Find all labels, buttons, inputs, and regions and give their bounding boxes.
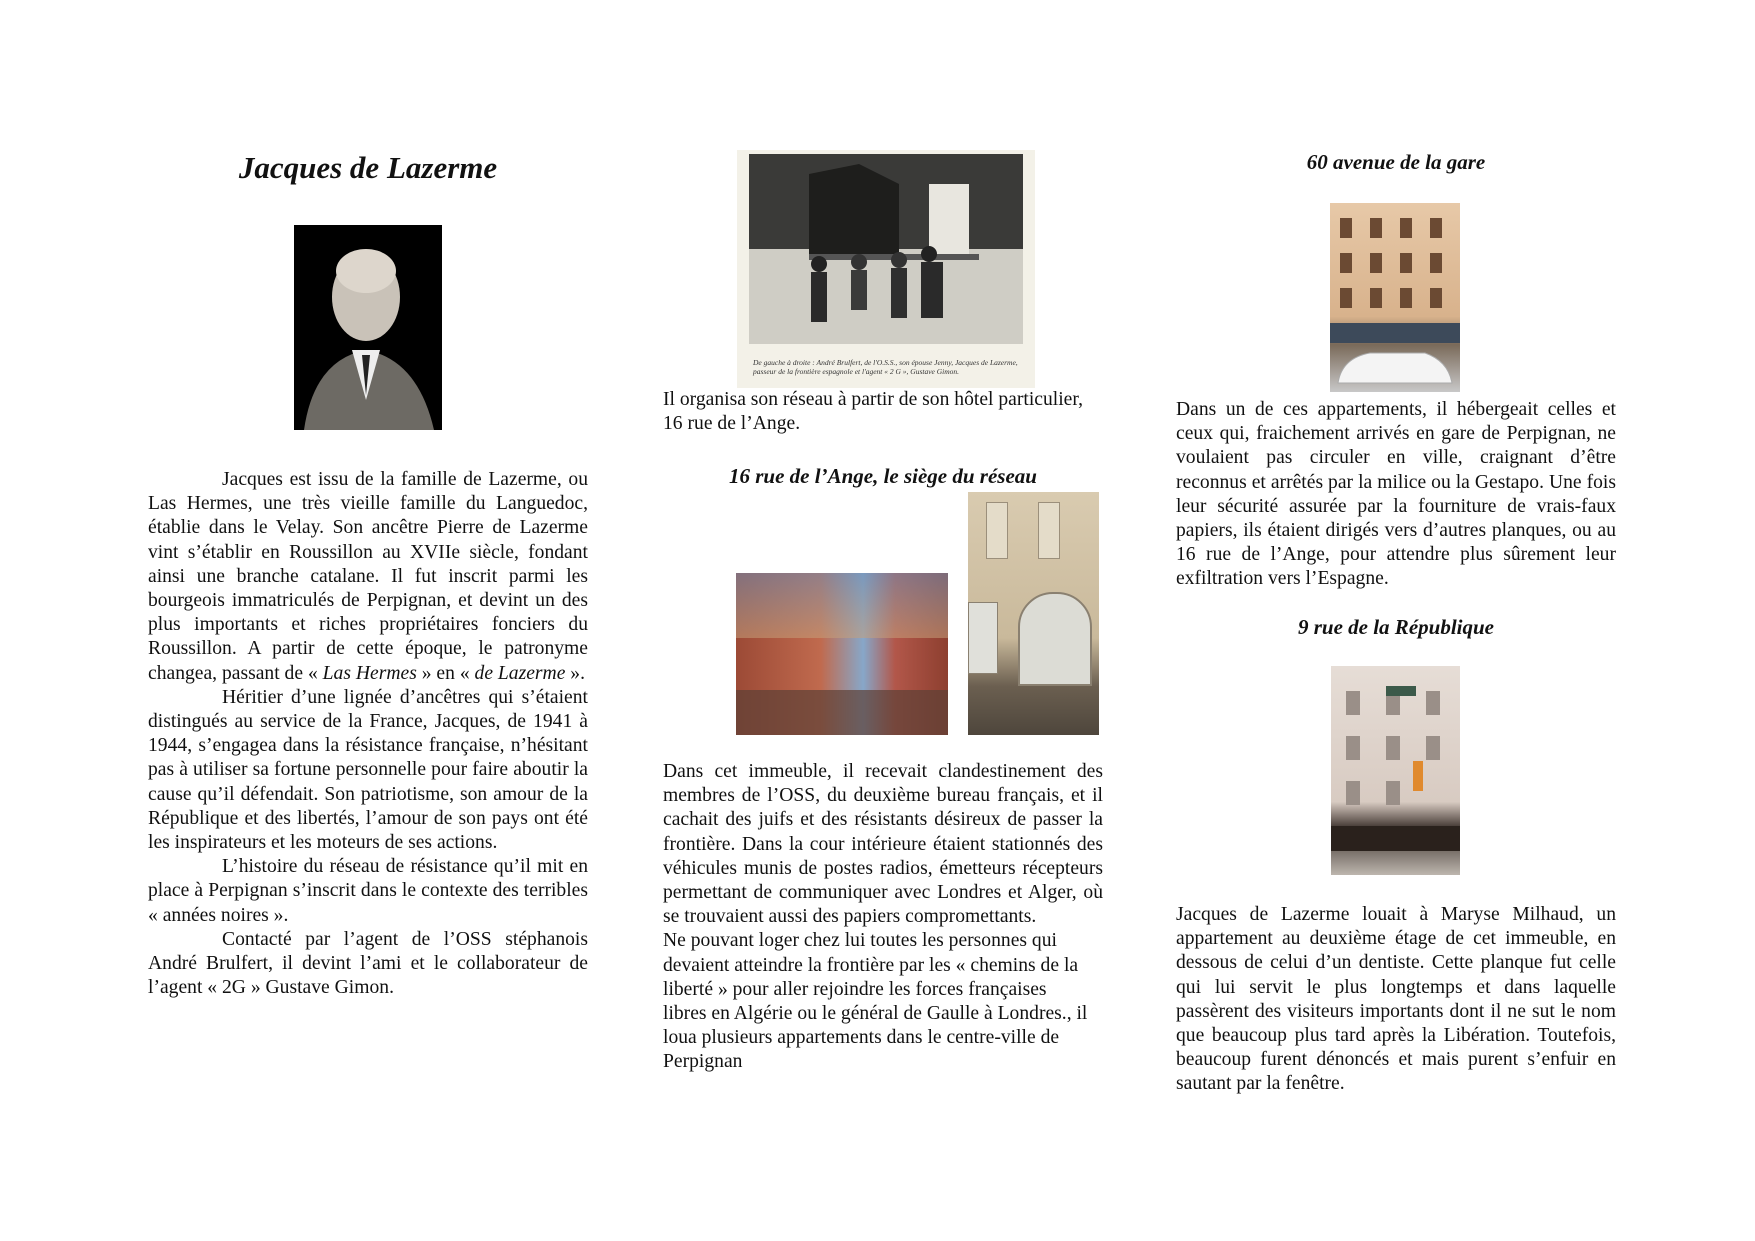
paragraph-origins (148, 468, 588, 686)
paragraph-history: L’histoire du réseau de résistance qu’il mit en place à Perpignan s’inscrit dans le contexte des terribles « années noires ». (148, 856, 588, 926)
heading-rue-ange: 16 rue de l’Ange, le siège du réseau (729, 464, 1037, 488)
heading-rue-republique: 9 rue de la République (1297, 615, 1494, 639)
left-text (148, 468, 588, 1000)
text: Jacques est issu de la famille de Lazerme, ou Las Hermes, une très vieille famille du Languedoc, établie dans le Velay. Son ancêtre Pierre de Lazerme vint s’établir en Roussillon au XVIIe siècle, fondant ainsi une branche catalane. Il fut inscrit parmi les bourgeois immatriculés de Perpignan, et devint un des plus importants et riches propriétaires fonciers du Roussillon. A partir de cette époque, le patronyme changea, passant de « (148, 469, 588, 684)
middle-text (663, 760, 1103, 1075)
paragraph-apartments: Ne pouvant loger chez lui toutes les personnes qui devaient atteindre la frontière par les « chemins de la liberté » pour aller rejoindre les forces françaises libres en Algérie ou le général de Gaulle à Londres., il loua plusieurs appartements dans le centre-ville de Perpignan (663, 930, 1088, 1073)
courtyard-photo (968, 492, 1099, 735)
italic-text: de Lazerme (474, 662, 566, 684)
photo-caption: De gauche à droite : André Brulfert, de l'O.S.S., son épouse Jenny, Jacques de Lazerme, passeur de la frontière espagnole et l'agent « 2 G », Gustave Gimon. (753, 358, 1018, 376)
page-title: Jacques de Lazerme (238, 150, 498, 185)
right-text-2: Jacques de Lazerme louait à Maryse Milhaud, un appartement au deuxième étage de cet immeuble, en dessous de celui d’un dentiste. Cette planque fut celle qui lui servit le plus longtemps et dans laquelle passèrent des visiteurs importants dont il ne sut le nom que beaucoup plus tard après la Libération. Toutefois, beaucoup furent dénoncés et mais purent s’enfuir en sautant par la fenêtre. (1176, 904, 1616, 1095)
middle-intro: Il organisa son réseau à partir de son hôtel particulier, 16 rue de l’Ange. (663, 389, 1083, 435)
text: ». (565, 662, 585, 684)
text: » en « (416, 662, 475, 684)
paragraph-building: Dans cet immeuble, il recevait clandestinement des membres de l’OSS, du deuxième bureau français, et il cachait des juifs et des résistants désireux de passer la frontière. Dans la cour intérieure étaient stationnés des véhicules munis de postes radios, émetteurs récepteurs permettant de communiquer avec Londres et Alger, où se trouvaient aussi des papiers compromettants. (663, 761, 1103, 928)
paragraph-contact: Contacté par l’agent de l’OSS stéphanois André Brulfert, il devint l’ami et le collaborateur de l’agent « 2G » Gustave Gimon. (148, 928, 588, 999)
heading-avenue-gare: 60 avenue de la gare (1306, 150, 1486, 174)
portrait-photo (294, 225, 442, 430)
group-photo (737, 150, 1035, 388)
avenue-gare-photo (1330, 203, 1460, 392)
right-text-1: Dans un de ces appartements, il hébergeait celles et ceux qui, fraichement arrivés en gare de Perpignan, ne voulaient pas circuler en ville, craignant d’être reconnus et arrêtés par la milice ou la Gestapo. Une fois leur sécurité assurée par la fourniture de vrais-faux papiers, ils étaient dirigés vers d’autres planques, ou au 16 rue de l’Ange, pour attendre plus sûrement leur exfiltration vers l’Espagne. (1176, 399, 1616, 590)
italic-text: Las Hermes (322, 662, 417, 684)
paragraph-resistance: Héritier d’une lignée d’ancêtres qui s’étaient distingués au service de la France, Jacques, de 1941 à 1944, s’engagea dans la résistance française, n’hésitant pas à utiliser sa fortune personnelle pour faire aboutir la cause qu’il défendait. Son patriotisme, son amour de la République et des libertés, l’amour de son pays ont été les inspirateurs et les moteurs de ses actions. (148, 686, 588, 854)
rue-republique-photo (1331, 666, 1460, 875)
street-photo (736, 573, 948, 735)
